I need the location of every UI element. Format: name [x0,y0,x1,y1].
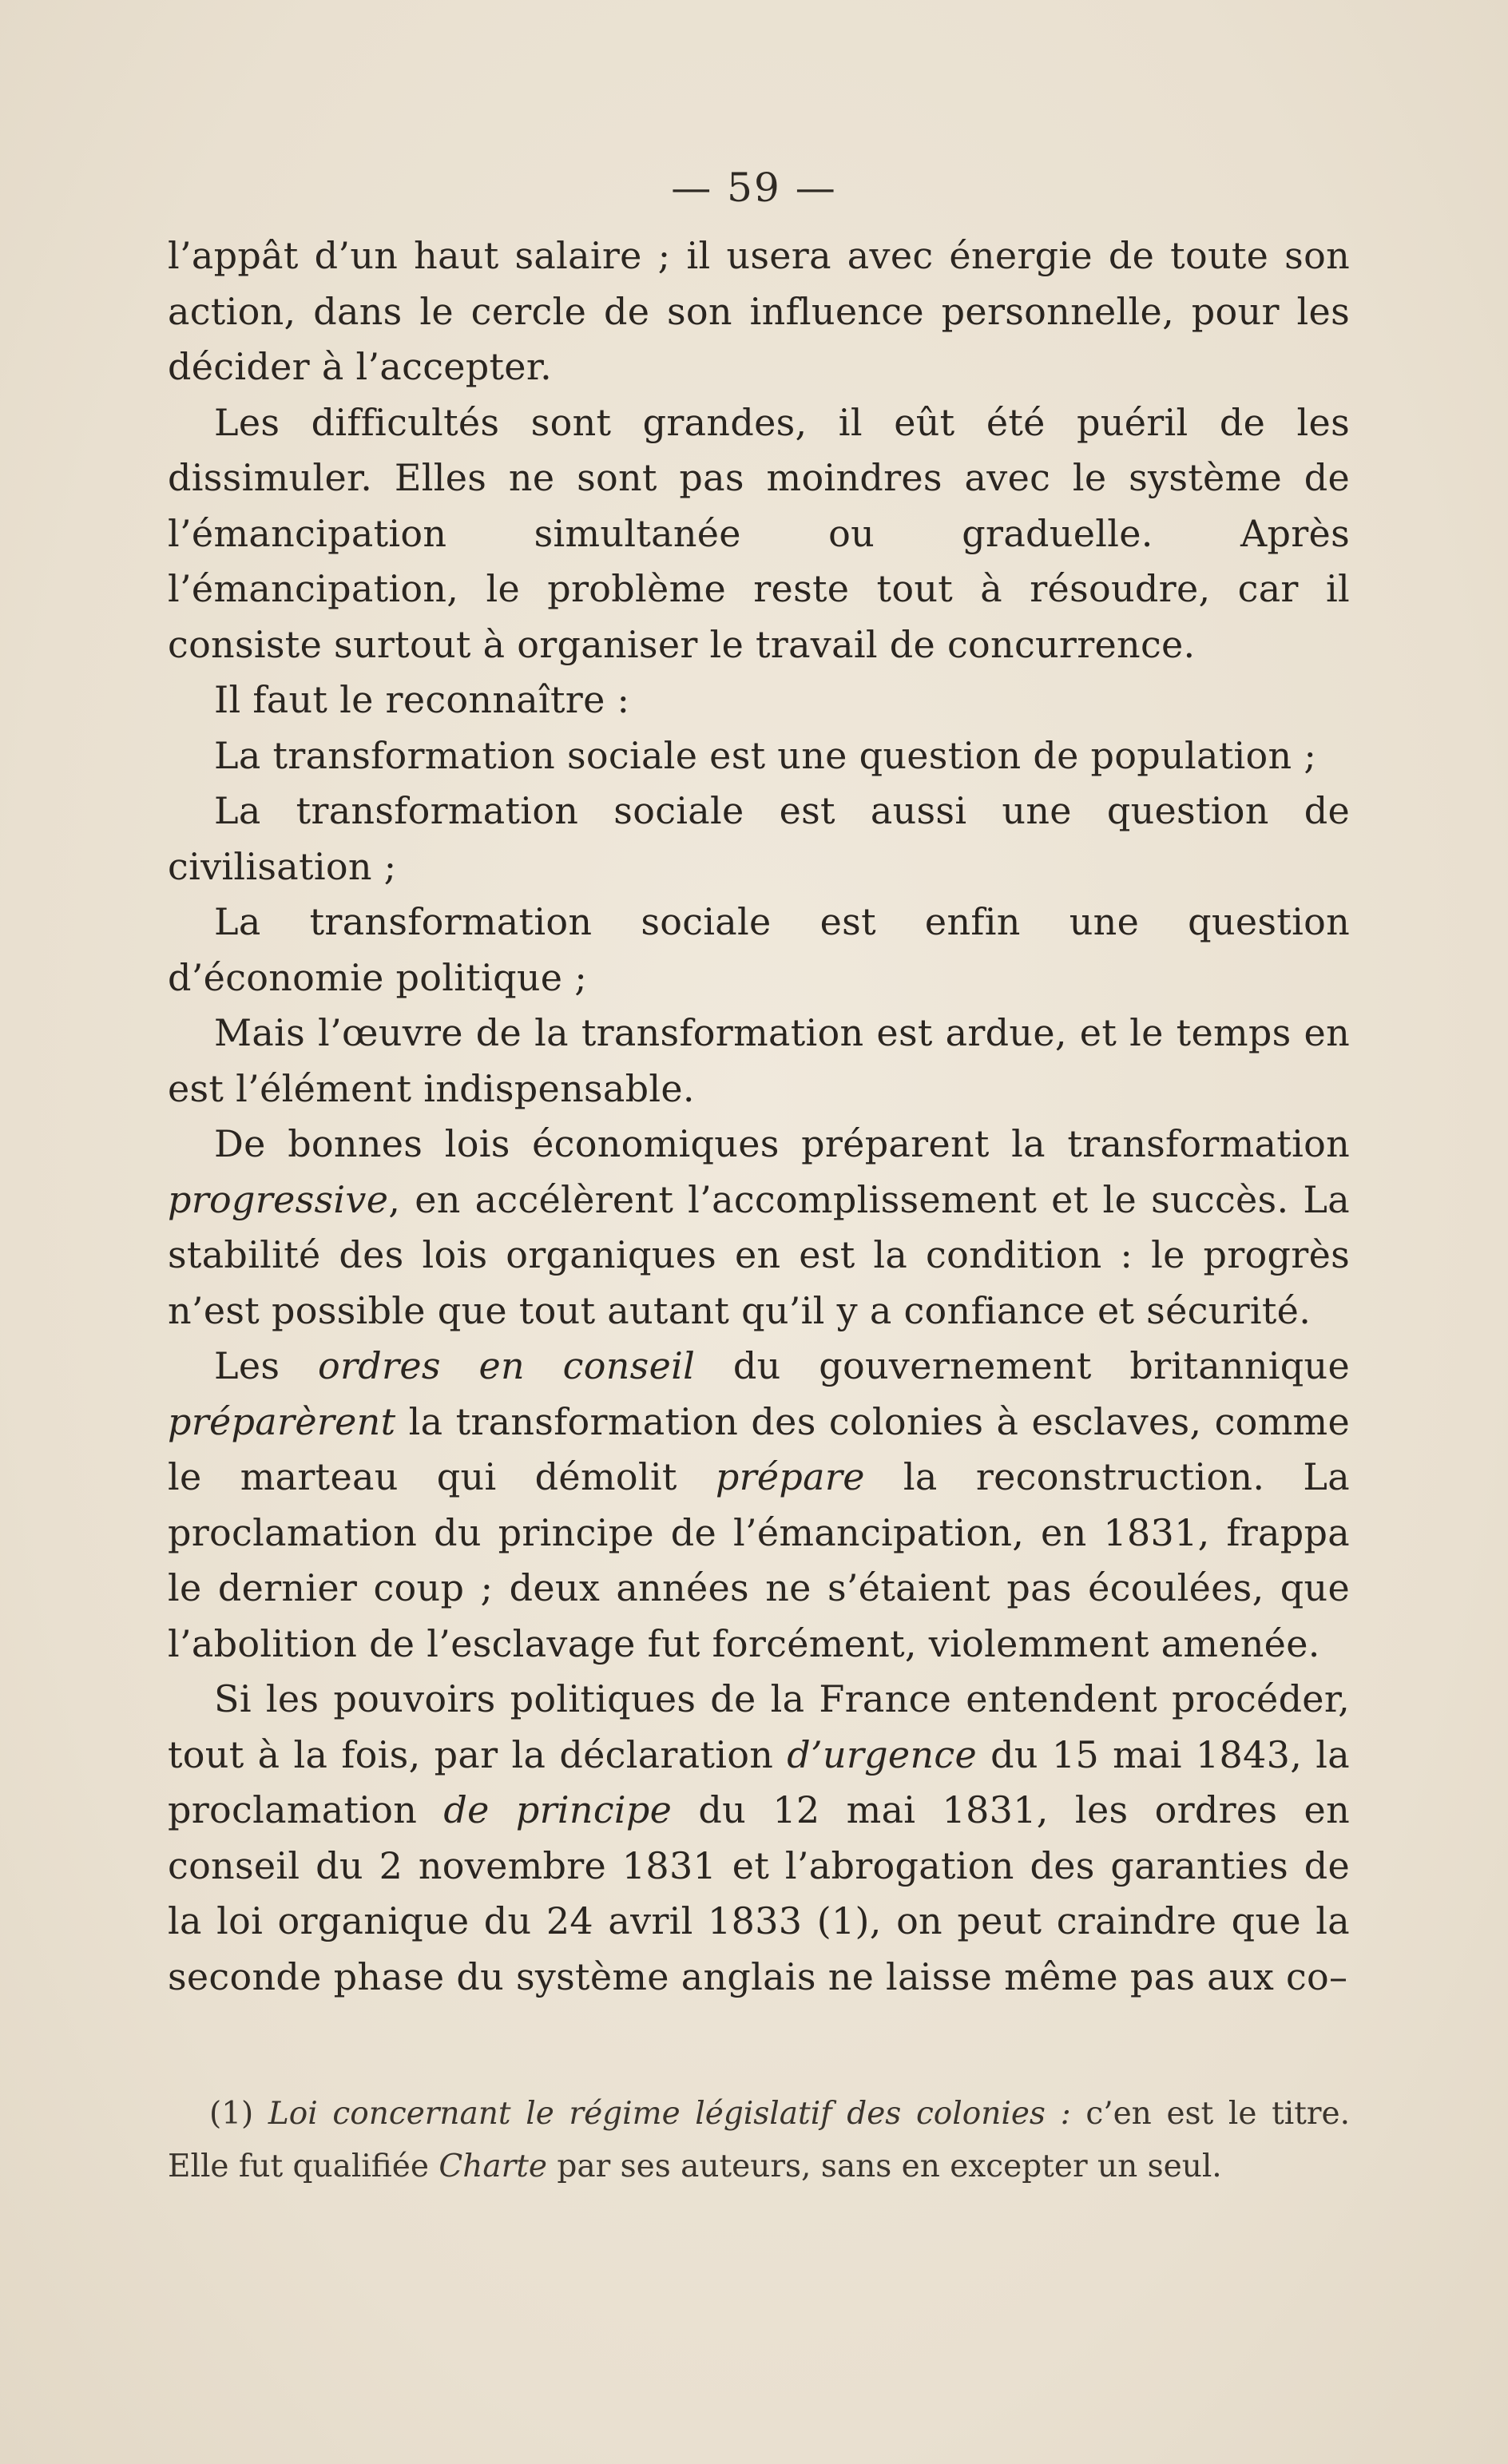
text-run: du gouvernement britannique [695,1344,1350,1387]
page-number: — 59 — [671,165,837,211]
italic-phrase: progressive [168,1177,389,1221]
footnote-text [168,2088,1350,2193]
text-run: De bonnes lois économiques préparent la transformation [214,1122,1350,1165]
paragraph [168,1006,1350,1117]
italic-phrase: d’urgence [787,1732,977,1776]
text-run: , en accélèrent l’accomplissement et le succès. La stabilité des lois organiques en est la condition : le progrès n’est possible que tout autant qu’il y a confiance et sécurité. [168,1177,1350,1332]
text-run: l’appât d’un haut salaire ; il usera avec énergie de toute son action, dans le cercle de son influence personnelle, pour les décider à l’accepter. [168,234,1350,388]
italic-phrase: préparèrent [168,1399,396,1443]
paragraph [168,1339,1350,1672]
text-run: la transformation des colonies à esclaves, comme le marteau qui démolit [168,1399,1350,1498]
italic-phrase: ordres en conseil [318,1344,696,1387]
italic-phrase: Loi concernant le régime législatif des colonies : [268,2096,1071,2132]
paragraph [168,1672,1350,2005]
text-run: du 12 mai 1831, les ordres en conseil du 2 novembre 1831 et l’abrogation des garanties de la loi organique du 24 avril 1833 (1), on peut craindre que la seconde phase du système anglais ne laisse même pas aux co– [168,1788,1350,1998]
text-run: la reconstruction. La proclamation du principe de l’émancipation, en 1831, frappa le dernier coup ; deux années ne s’étaient pas écoulées, que l’abolition de l’esclavage fut forcément, violemment amenée. [168,1455,1351,1665]
text-run: Mais l’œuvre de la transformation est ardue, et le temps en est l’élément indispensable. [168,1011,1350,1110]
paragraph [168,395,1350,673]
paragraph [168,728,1350,784]
text-run: La transformation sociale est enfin une question d’économie politique ; [168,900,1350,999]
italic-phrase: Charte [439,2149,547,2184]
text-run: par ses auteurs, sans en excepter un seul. [546,2149,1222,2184]
text-run: (1) [209,2096,268,2132]
italic-phrase: prépare [715,1455,865,1498]
text-run: c’en est le titre. Elle fut qualifiée [168,2096,1351,2184]
text-run: La transformation sociale est aussi une question de civilisation ; [168,789,1350,888]
text-run: Les [214,1344,319,1387]
text-run: Il faut le reconnaître : [214,678,630,721]
text-run: La transformation sociale est une question de population ; [214,733,1317,777]
text-run: Les difficultés sont grandes, il eût été puéril de les dissimuler. Elles ne sont pas moindres avec le système de l’émancipation simultanée ou graduelle. Après l’émancipation, le problème reste tout à résoudre, car il consiste surtout à organiser le travail de concurrence. [168,400,1350,666]
text-run: du 15 mai 1843, la proclamation [168,1732,1350,1831]
paragraph [168,228,1350,395]
paragraph [168,895,1350,1006]
body-text [168,228,1350,2005]
paragraph [168,1117,1350,1339]
italic-phrase: de principe [443,1788,673,1831]
footnote [168,2088,1350,2193]
paragraph [168,784,1350,895]
paragraph [168,673,1350,728]
text-run: Si les pouvoirs politiques de la France entendent procéder, tout à la fois, par la déclaration [168,1677,1350,1776]
